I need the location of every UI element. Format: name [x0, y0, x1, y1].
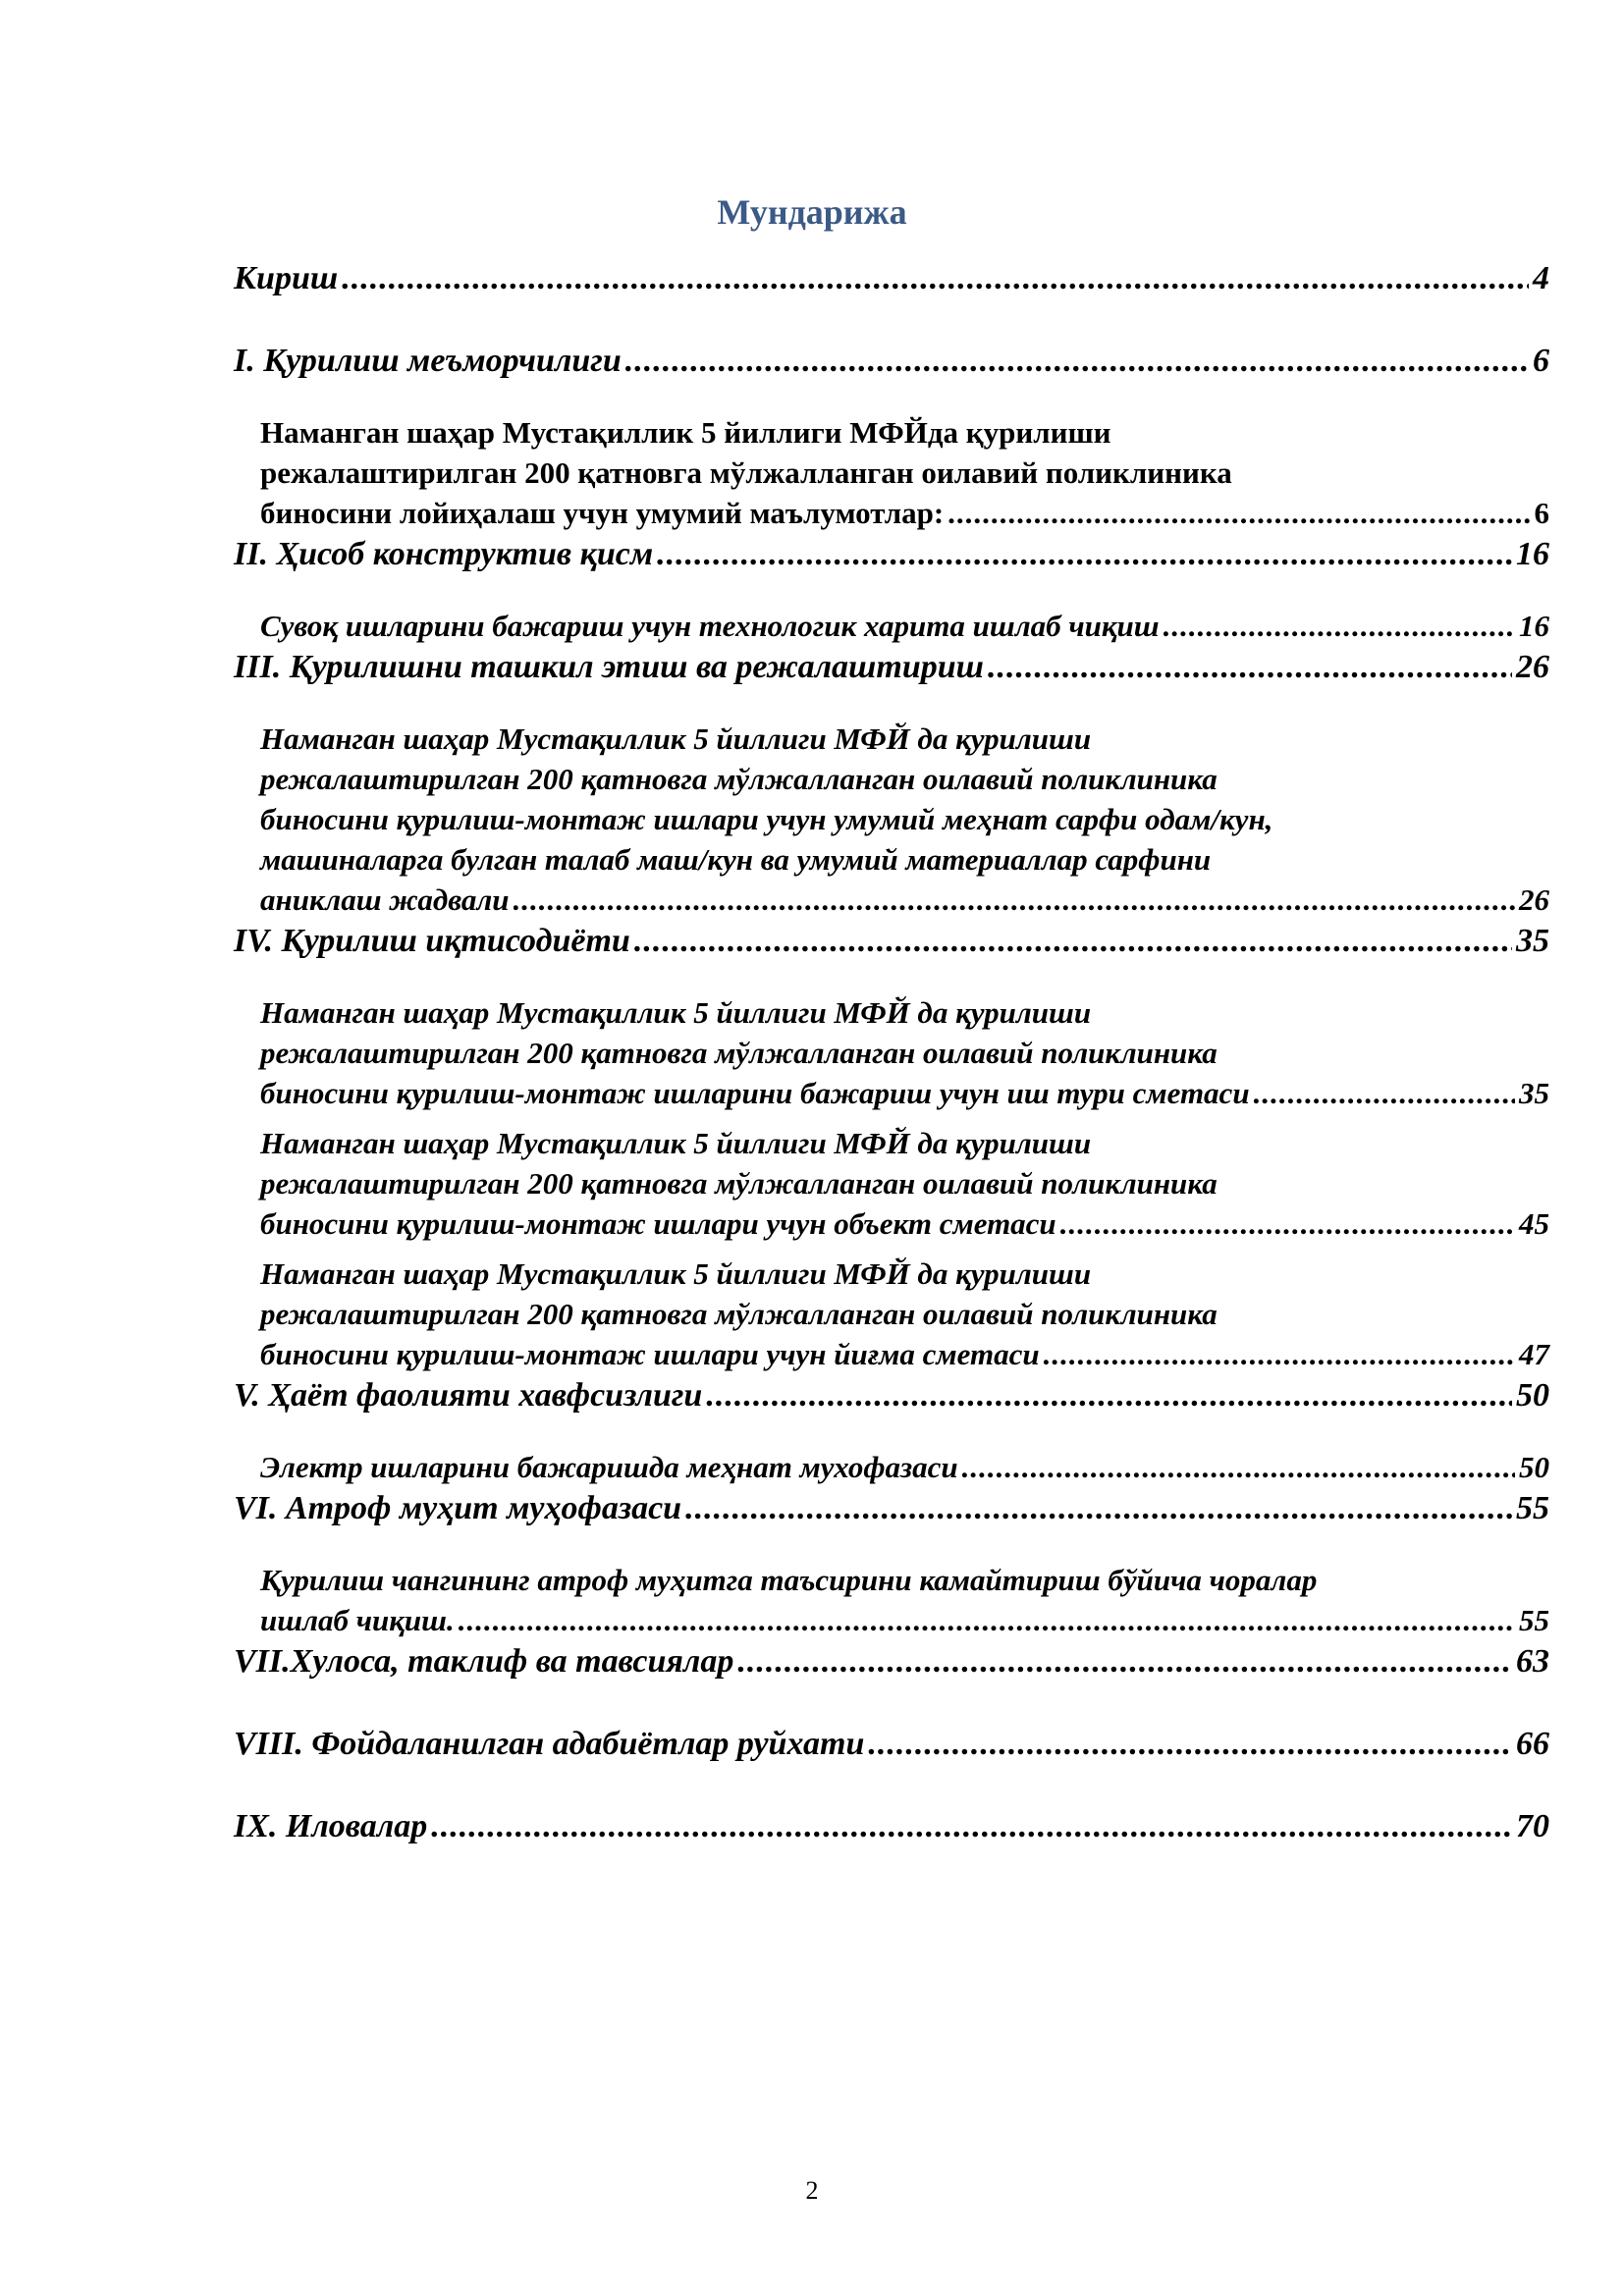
- toc-page-number: 16: [1516, 536, 1549, 572]
- toc-page-number: 35: [1519, 1076, 1549, 1110]
- toc-dot-leader: [1044, 1334, 1515, 1374]
- toc-entry-title: VIII. Фойдаланилган адабиётлар руйхати: [234, 1726, 865, 1762]
- toc-dot-leader: [657, 533, 1512, 576]
- toc-page-number: 26: [1516, 649, 1549, 685]
- toc-page-number: 50: [1519, 1450, 1549, 1484]
- toc-entry-title: Электр ишларини бажаришда меҳнат мухофазаси: [260, 1450, 958, 1484]
- toc-entry-title-line: Наманган шаҳар Мустақиллик 5 йиллиги МФЙда қурилиши: [260, 415, 1111, 450]
- toc-dot-leader: [514, 880, 1515, 920]
- toc-entry-title-line: машиналарга булган талаб маш/кун ва умумий материаллар сарфини: [260, 842, 1212, 877]
- toc-page-number: 66: [1516, 1726, 1549, 1762]
- toc-dot-leader: [1164, 606, 1515, 646]
- toc-entry-line: [234, 1374, 1549, 1417]
- toc-section-entry[interactable]: [234, 257, 1549, 300]
- toc-entry-title-line: режалаштирилган 200 қатновга мўлжалланган оилавий поликлиника: [260, 1297, 1218, 1331]
- toc-entry-title-line: Наманган шаҳар Мустақиллик 5 йиллиги МФЙ да қурилиши: [260, 721, 1092, 756]
- toc-subsection-entry[interactable]: [234, 992, 1549, 1113]
- toc-section-entry[interactable]: [234, 340, 1549, 383]
- toc-entry-title: биносини қурилиш-монтаж ишлари учун йиғма сметаси: [260, 1337, 1040, 1371]
- toc-section-entry[interactable]: [234, 1640, 1549, 1683]
- toc-section-entry[interactable]: [234, 1805, 1549, 1848]
- toc-entry-title: VI. Атроф муҳит муҳофазаси: [234, 1490, 682, 1526]
- toc-entry-line: [234, 1487, 1549, 1530]
- toc-page-number: 50: [1516, 1377, 1549, 1414]
- toc-dot-leader: [706, 1374, 1512, 1417]
- toc-entry-title-line: режалаштирилган 200 қатновга мўлжалланган оилавий поликлиника: [260, 455, 1232, 490]
- toc-entry-line: [260, 606, 1549, 646]
- toc-page-number: 35: [1516, 923, 1549, 959]
- toc-entry-title: II. Ҳисоб конструктив қисм: [234, 536, 654, 572]
- toc-subsection-entry[interactable]: [234, 1447, 1549, 1487]
- toc-dot-leader: [1254, 1073, 1515, 1113]
- toc-entry-title: биносини қурилиш-монтаж ишларини бажариш учун иш тури сметаси: [260, 1076, 1250, 1110]
- toc-entry-title: Кириш: [234, 260, 339, 296]
- toc-entry-title-line: режалаштирилган 200 қатновга мўлжалланган оилавий поликлиника: [260, 1036, 1218, 1070]
- toc-entry-title-line: Наманган шаҳар Мустақиллик 5 йиллиги МФЙ да қурилиши: [260, 995, 1092, 1030]
- toc-entry-title-line: режалаштирилган 200 қатновга мўлжалланган оилавий поликлиника: [260, 1166, 1218, 1201]
- toc-dot-leader: [1060, 1203, 1515, 1244]
- toc-entry-line: [260, 880, 1549, 920]
- toc-subsection-entry[interactable]: [234, 1123, 1549, 1244]
- toc-section-entry[interactable]: [234, 646, 1549, 689]
- toc-subsection-entry[interactable]: [234, 719, 1549, 920]
- toc-dot-leader: [625, 340, 1529, 383]
- toc-subsection-entry[interactable]: [234, 606, 1549, 646]
- table-of-contents: [234, 257, 1549, 1848]
- toc-dot-leader: [459, 1600, 1515, 1640]
- toc-section-entry[interactable]: [234, 1487, 1549, 1530]
- toc-dot-leader: [431, 1805, 1512, 1848]
- toc-section-entry[interactable]: [234, 1374, 1549, 1417]
- toc-page-number: 45: [1519, 1206, 1549, 1241]
- toc-entry-line: [260, 493, 1549, 533]
- toc-entry-line: [234, 1723, 1549, 1766]
- toc-page-number: 55: [1516, 1490, 1549, 1526]
- toc-page-number: 47: [1519, 1337, 1549, 1371]
- toc-page-number: 4: [1533, 260, 1549, 296]
- page-title: Мундарижа: [717, 192, 907, 232]
- toc-entry-line: [234, 533, 1549, 576]
- page-number: 2: [805, 2176, 819, 2205]
- toc-page-number: 6: [1533, 343, 1549, 379]
- toc-dot-leader: [634, 920, 1512, 963]
- toc-entry-title-line: Наманган шаҳар Мустақиллик 5 йиллиги МФЙ да қурилиши: [260, 1126, 1092, 1160]
- toc-entry-line: [260, 1203, 1549, 1244]
- toc-entry-title: аниклаш жадвали: [260, 882, 510, 917]
- toc-dot-leader: [342, 257, 1529, 300]
- toc-page-number: 6: [1534, 496, 1549, 530]
- toc-entry-line: [234, 1640, 1549, 1683]
- toc-entry-line: [260, 1447, 1549, 1487]
- toc-entry-line: [234, 340, 1549, 383]
- toc-entry-title: III. Қурилишни ташкил этиш ва режалаштириш: [234, 649, 984, 685]
- toc-entry-title-line: Қурилиш чангининг атроф муҳитга таъсирини камайтириш бўйича чоралар: [260, 1563, 1318, 1597]
- toc-dot-leader: [947, 493, 1530, 533]
- toc-dot-leader: [737, 1640, 1512, 1683]
- toc-entry-title: Сувоқ ишларини бажариш учун технологик харита ишлаб чиқиш: [260, 609, 1160, 643]
- toc-section-entry[interactable]: [234, 920, 1549, 963]
- toc-entry-title: V. Ҳаёт фаолияти хавфсизлиги: [234, 1377, 703, 1414]
- toc-entry-title: биносини қурилиш-монтаж ишлари учун объект сметаси: [260, 1206, 1056, 1241]
- toc-entry-line: [234, 257, 1549, 300]
- toc-dot-leader: [868, 1723, 1512, 1766]
- toc-entry-line: [260, 1600, 1549, 1640]
- toc-entry-title: IV. Қурилиш иқтисодиёти: [234, 923, 630, 959]
- toc-entry-title-line: биносини қурилиш-монтаж ишлари учун умумий меҳнат сарфи одам/кун,: [260, 802, 1273, 836]
- toc-entry-line: [234, 920, 1549, 963]
- toc-entry-title: IX. Иловалар: [234, 1808, 428, 1844]
- toc-page-number: 63: [1516, 1643, 1549, 1680]
- toc-page-number: 16: [1519, 609, 1549, 643]
- toc-entry-title-line: режалаштирилган 200 қатновга мўлжалланган оилавий поликлиника: [260, 762, 1218, 796]
- toc-entry-title: биносини лойиҳалаш учун умумий маълумотлар:: [260, 496, 945, 530]
- toc-entry-line: [234, 1805, 1549, 1848]
- toc-entry-title: ишлаб чиқиш.: [260, 1603, 455, 1637]
- toc-section-entry[interactable]: [234, 533, 1549, 576]
- toc-entry-title: VII.Хулоса, таклиф ва тавсиялар: [234, 1643, 734, 1680]
- toc-subsection-entry[interactable]: [234, 1560, 1549, 1640]
- toc-dot-leader: [962, 1447, 1515, 1487]
- toc-page-number: 55: [1519, 1603, 1549, 1637]
- toc-entry-line: [260, 1334, 1549, 1374]
- toc-dot-leader: [685, 1487, 1512, 1530]
- toc-dot-leader: [988, 646, 1512, 689]
- toc-entry-line: [234, 646, 1549, 689]
- toc-subsection-entry[interactable]: [234, 412, 1549, 533]
- toc-page-number: 70: [1516, 1808, 1549, 1844]
- toc-section-entry[interactable]: [234, 1723, 1549, 1766]
- toc-page-number: 26: [1519, 882, 1549, 917]
- toc-subsection-entry[interactable]: [234, 1254, 1549, 1374]
- toc-entry-line: [260, 1073, 1549, 1113]
- toc-entry-title: I. Қурилиш меъморчилиги: [234, 343, 622, 379]
- toc-entry-title-line: Наманган шаҳар Мустақиллик 5 йиллиги МФЙ да қурилиши: [260, 1256, 1092, 1291]
